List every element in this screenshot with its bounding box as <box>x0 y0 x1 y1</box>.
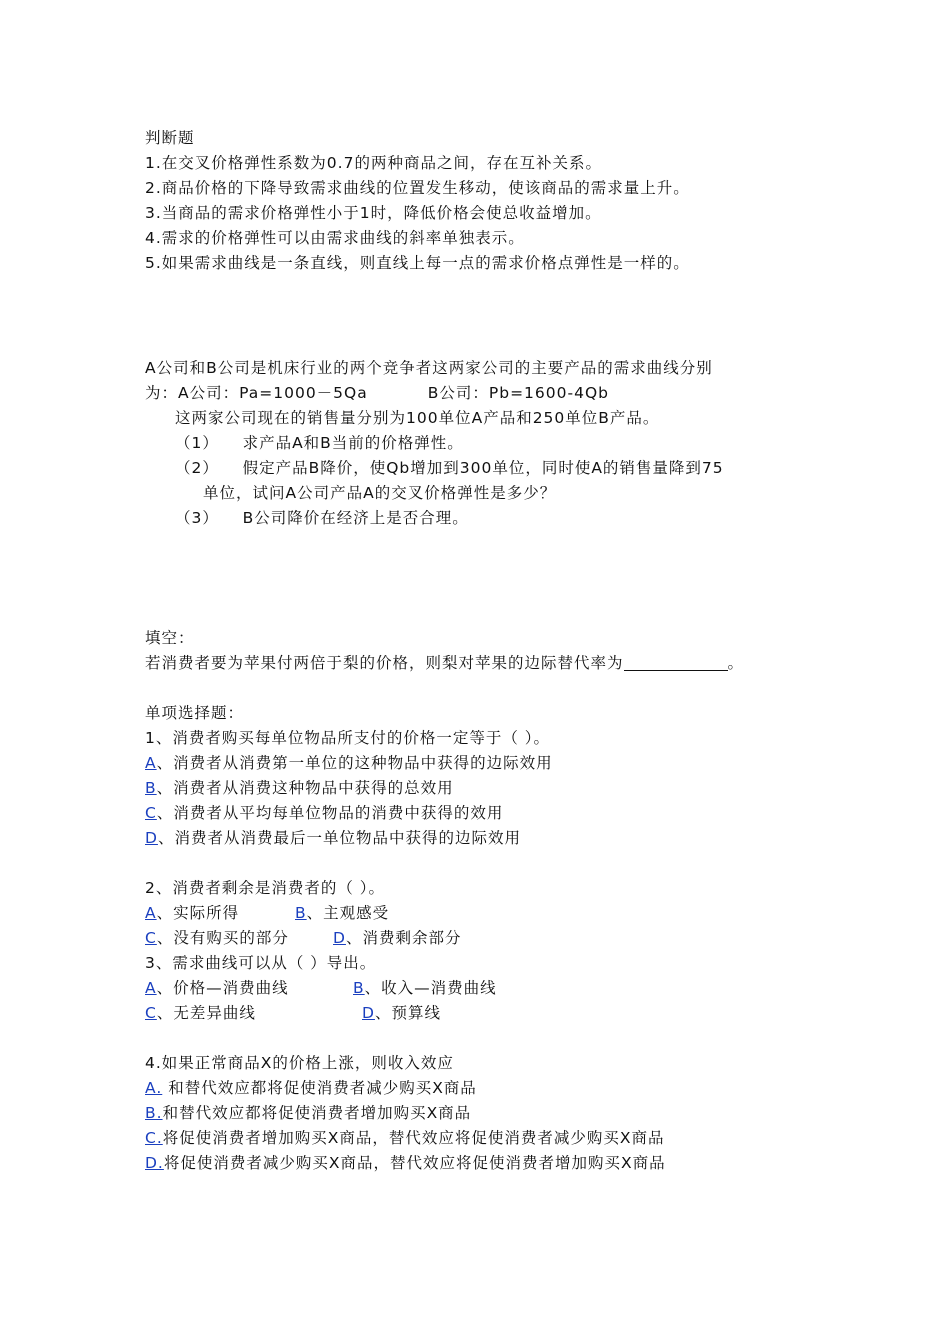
demand-b: B公司：Pb=1600-4Qb <box>427 384 609 402</box>
option-text: 、价格—消费曲线 <box>156 979 289 997</box>
spacer <box>145 346 845 356</box>
option-link-c[interactable]: C. <box>145 1129 163 1147</box>
option-text: 、收入—消费曲线 <box>364 979 497 997</box>
problem-q3: （3） B公司降价在经济上是否合理。 <box>175 509 469 527</box>
problem-q1: （1） 求产品A和B当前的价格弹性。 <box>175 434 464 452</box>
option-link-d[interactable]: D <box>333 929 346 947</box>
spacer <box>145 531 845 601</box>
option-text: 、实际所得 <box>156 904 240 922</box>
option-link-c[interactable]: C <box>145 929 157 947</box>
judge-item-5: 5.如果需求曲线是一条直线，则直线上每一点的需求价格点弹性是一样的。 <box>145 254 690 272</box>
problem-q2: （2） 假定产品B降价，使Qb增加到300单位，同时使A的销售量降到75 <box>175 459 724 477</box>
choice-q2-stem: 2、消费者剩余是消费者的（ ）。 <box>145 879 386 897</box>
option-link-d[interactable]: D. <box>145 1154 164 1172</box>
choice-q3-stem: 3、需求曲线可以从（ ）导出。 <box>145 954 377 972</box>
problem-line-1: A公司和B公司是机床行业的两个竞争者这两家公司的主要产品的需求曲线分别 <box>145 359 713 377</box>
spacer <box>145 676 845 701</box>
option-text: 、没有购买的部分 <box>156 929 289 947</box>
fill-end: 。 <box>727 654 745 672</box>
judge-item-4: 4.需求的价格弹性可以由需求曲线的斜率单独表示。 <box>145 229 525 247</box>
choice-q1-option-c <box>145 801 845 826</box>
choice-q4-option-c <box>145 1126 845 1151</box>
judge-heading: 判断题 <box>145 129 195 147</box>
option-link-d[interactable]: D <box>145 829 158 847</box>
option-text: 将促使消费者减少购买X商品，替代效应将促使消费者增加购买X商品 <box>163 1154 666 1172</box>
option-link-c[interactable]: C <box>145 804 157 822</box>
choice-q1-option-a <box>145 751 845 776</box>
option-text: 和替代效应都将促使消费者增加购买X商品 <box>162 1104 472 1122</box>
fill-text: 若消费者要为苹果付两倍于梨的价格，则梨对苹果的边际替代率为 <box>145 654 624 672</box>
fill-question <box>145 651 845 676</box>
problem-line-3: 这两家公司现在的销售量分别为100单位A产品和250单位B产品。 <box>175 409 660 427</box>
option-link-a[interactable]: A <box>145 754 157 772</box>
spacer <box>145 851 845 876</box>
document-page <box>145 126 845 1176</box>
option-link-b[interactable]: B <box>145 779 157 797</box>
judge-item-1: 1.在交叉价格弹性系数为0.7的两种商品之间，存在互补关系。 <box>145 154 602 172</box>
option-link-c[interactable]: C <box>145 1004 157 1022</box>
option-text: 、无差异曲线 <box>156 1004 256 1022</box>
option-text: 、消费剩余部分 <box>345 929 462 947</box>
option-text: 和替代效应都将促使消费者减少购买X商品 <box>162 1079 477 1097</box>
choice-q4-option-b <box>145 1101 845 1126</box>
option-link-a[interactable]: A. <box>145 1079 163 1097</box>
fill-heading: 填空： <box>145 629 195 647</box>
option-text: 、消费者从消费这种物品中获得的总效用 <box>156 779 454 797</box>
choice-q3-options-ab <box>145 976 845 1001</box>
demand-a: 为：A公司：Pa=1000－5Qa <box>145 384 368 402</box>
answer-blank[interactable] <box>624 653 728 671</box>
option-text: 、消费者从消费最后一单位物品中获得的边际效用 <box>157 829 521 847</box>
option-link-d[interactable]: D <box>362 1004 375 1022</box>
judge-item-2: 2.商品价格的下降导致需求曲线的位置发生移动，使该商品的需求量上升。 <box>145 179 690 197</box>
option-link-b[interactable]: B <box>353 979 365 997</box>
option-link-a[interactable]: A <box>145 979 157 997</box>
option-text: 、预算线 <box>374 1004 441 1022</box>
choice-q3-options-cd <box>145 1001 845 1026</box>
choice-q1-stem: 1、消费者购买每单位物品所支付的价格一定等于（ ）。 <box>145 729 551 747</box>
problem-q2-cont: 单位，试问A公司产品A的交叉价格弹性是多少？ <box>203 484 557 502</box>
spacer <box>145 276 845 346</box>
option-link-a[interactable]: A <box>145 904 157 922</box>
choice-q1-option-d <box>145 826 845 851</box>
choice-q2-options-cd <box>145 926 845 951</box>
option-link-b[interactable]: B. <box>145 1104 163 1122</box>
judge-item-3: 3.当商品的需求价格弹性小于1时，降低价格会使总收益增加。 <box>145 204 602 222</box>
choice-q4-option-a <box>145 1076 845 1101</box>
spacer <box>145 601 845 626</box>
option-text: 将促使消费者增加购买X商品，替代效应将促使消费者减少购买X商品 <box>162 1129 665 1147</box>
option-text: 、消费者从消费第一单位的这种物品中获得的边际效用 <box>156 754 553 772</box>
problem-line-2 <box>145 381 845 406</box>
option-text: 、主观感受 <box>306 904 390 922</box>
choice-q2-options-ab <box>145 901 845 926</box>
choice-q4-option-d <box>145 1151 845 1176</box>
choice-q4-stem: 4.如果正常商品X的价格上涨，则收入效应 <box>145 1054 454 1072</box>
option-link-b[interactable]: B <box>295 904 307 922</box>
choice-heading: 单项选择题： <box>145 704 245 722</box>
spacer <box>145 1026 845 1051</box>
choice-q1-option-b <box>145 776 845 801</box>
option-text: 、消费者从平均每单位物品的消费中获得的效用 <box>156 804 504 822</box>
